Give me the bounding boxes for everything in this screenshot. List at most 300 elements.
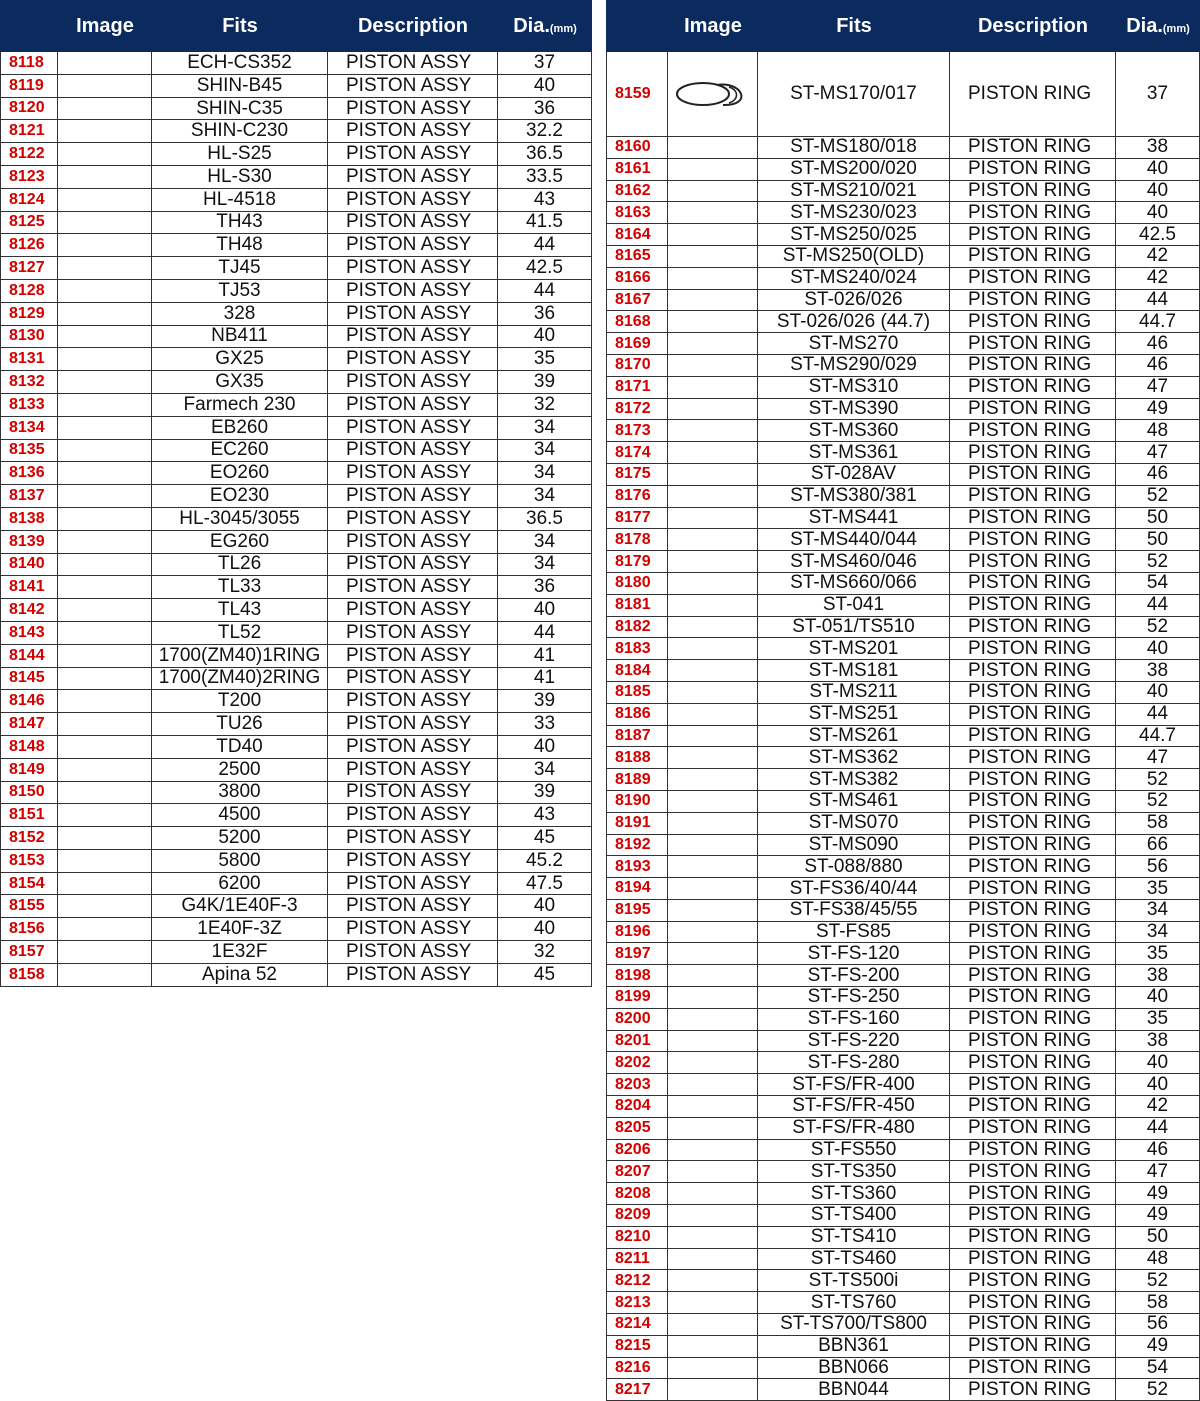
part-diameter: 52: [1116, 769, 1200, 790]
part-fits: ST-FS-250: [758, 987, 950, 1008]
table-row: [606, 1205, 1200, 1227]
part-image: [58, 645, 152, 667]
part-diameter: 44: [498, 280, 592, 302]
table-row: [0, 850, 592, 873]
part-diameter: 50: [1116, 1227, 1200, 1248]
part-image: [58, 462, 152, 484]
table-row: [0, 462, 592, 485]
part-code: 8129: [0, 303, 58, 325]
part-fits: ST-MS211: [758, 682, 950, 703]
part-fits: ST-MS170/017: [758, 52, 950, 136]
part-image: [58, 189, 152, 211]
part-code: 8163: [606, 202, 668, 223]
part-description: PISTON RING: [950, 1052, 1116, 1073]
part-description: PISTON RING: [950, 1379, 1116, 1400]
part-description: PISTON ASSY: [328, 371, 498, 393]
part-description: PISTON ASSY: [328, 827, 498, 849]
part-fits: ST-MS310: [758, 377, 950, 398]
part-code: 8186: [606, 704, 668, 725]
part-description: PISTON ASSY: [328, 873, 498, 895]
table-row: [0, 645, 592, 668]
part-description: PISTON ASSY: [328, 941, 498, 963]
part-description: PISTON RING: [950, 1074, 1116, 1095]
part-diameter: 40: [1116, 682, 1200, 703]
part-code: 8191: [606, 813, 668, 834]
part-fits: ST-FS36/40/44: [758, 878, 950, 899]
part-diameter: 49: [1116, 1336, 1200, 1357]
part-fits: HL-S25: [152, 143, 328, 165]
part-description: PISTON RING: [950, 813, 1116, 834]
part-description: PISTON RING: [950, 1031, 1116, 1052]
part-description: PISTON ASSY: [328, 120, 498, 142]
table-row: [606, 769, 1200, 791]
part-code: 8201: [606, 1031, 668, 1052]
part-description: PISTON ASSY: [328, 599, 498, 621]
part-image: [668, 1358, 758, 1379]
table-row: [606, 1118, 1200, 1140]
table-row: [606, 377, 1200, 399]
part-description: PISTON RING: [950, 1161, 1116, 1182]
part-image: [668, 987, 758, 1008]
part-code: 8147: [0, 713, 58, 735]
table-header: [606, 0, 1200, 52]
table-row: [606, 224, 1200, 246]
part-code: 8189: [606, 769, 668, 790]
table-row: [606, 856, 1200, 878]
table-row: [606, 813, 1200, 835]
part-fits: 5200: [152, 827, 328, 849]
part-code: 8135: [0, 440, 58, 462]
part-description: PISTON RING: [950, 573, 1116, 594]
part-fits: ST-FS/FR-480: [758, 1118, 950, 1139]
table-row: [606, 900, 1200, 922]
part-fits: EO230: [152, 485, 328, 507]
part-image: [668, 181, 758, 202]
part-image: [668, 1292, 758, 1313]
table-row: [0, 98, 592, 121]
table-row: [606, 638, 1200, 660]
part-image: [668, 1205, 758, 1226]
part-diameter: 49: [1116, 1183, 1200, 1204]
part-description: PISTON ASSY: [328, 690, 498, 712]
part-fits: ST-FS-200: [758, 965, 950, 986]
part-image: [58, 895, 152, 917]
part-diameter: 38: [1116, 660, 1200, 681]
table-row: [606, 311, 1200, 333]
table-row: [606, 682, 1200, 704]
part-diameter: 46: [1116, 464, 1200, 485]
part-image: [668, 1314, 758, 1335]
part-code: 8126: [0, 234, 58, 256]
part-code: 8142: [0, 599, 58, 621]
table-row: [606, 1358, 1200, 1380]
part-fits: ST-MS461: [758, 791, 950, 812]
table-row: [0, 668, 592, 691]
part-fits: ST-FS-160: [758, 1009, 950, 1030]
table-row: [606, 137, 1200, 159]
part-diameter: 44.7: [1116, 311, 1200, 332]
table-row: [0, 303, 592, 326]
part-diameter: 56: [1116, 1314, 1200, 1335]
part-image: [58, 531, 152, 553]
part-diameter: 42.5: [498, 257, 592, 279]
part-fits: ST-TS350: [758, 1161, 950, 1182]
part-image: [58, 166, 152, 188]
part-code: 8215: [606, 1336, 668, 1357]
part-image: [58, 234, 152, 256]
part-description: PISTON RING: [950, 1358, 1116, 1379]
part-fits: TU26: [152, 713, 328, 735]
table-row: [0, 348, 592, 371]
part-image: [668, 922, 758, 943]
part-diameter: 49: [1116, 399, 1200, 420]
part-diameter: 49: [1116, 1205, 1200, 1226]
part-diameter: 42: [1116, 268, 1200, 289]
part-diameter: 34: [1116, 900, 1200, 921]
part-diameter: 38: [1116, 965, 1200, 986]
part-diameter: 40: [1116, 987, 1200, 1008]
part-image: [668, 726, 758, 747]
part-description: PISTON RING: [950, 1270, 1116, 1291]
part-fits: TJ45: [152, 257, 328, 279]
part-code: 8162: [606, 181, 668, 202]
table-row: [0, 622, 592, 645]
part-description: PISTON ASSY: [328, 348, 498, 370]
part-description: PISTON RING: [950, 290, 1116, 311]
part-diameter: 44: [498, 622, 592, 644]
header-image: Image: [684, 14, 742, 37]
part-diameter: 43: [498, 189, 592, 211]
header-fits: Fits: [836, 14, 872, 37]
part-description: PISTON RING: [950, 1096, 1116, 1117]
part-image: [58, 964, 152, 986]
part-description: PISTON RING: [950, 747, 1116, 768]
part-code: 8208: [606, 1183, 668, 1204]
part-description: PISTON RING: [950, 769, 1116, 790]
part-description: PISTON RING: [950, 246, 1116, 267]
part-fits: TH48: [152, 234, 328, 256]
header-dia: [1116, 15, 1200, 38]
part-code: 8174: [606, 442, 668, 463]
part-description: PISTON RING: [950, 464, 1116, 485]
part-code: 8128: [0, 280, 58, 302]
part-fits: ST-MS210/021: [758, 181, 950, 202]
part-diameter: 35: [1116, 943, 1200, 964]
table-row: [606, 660, 1200, 682]
part-image: [668, 355, 758, 376]
table-row: [0, 440, 592, 463]
part-code: 8164: [606, 224, 668, 245]
part-description: PISTON ASSY: [328, 645, 498, 667]
part-image: [58, 736, 152, 758]
part-fits: ST-TS760: [758, 1292, 950, 1313]
table-row: [606, 551, 1200, 573]
part-diameter: 39: [498, 782, 592, 804]
part-description: PISTON RING: [950, 726, 1116, 747]
part-code: 8210: [606, 1227, 668, 1248]
part-description: PISTON RING: [950, 159, 1116, 180]
part-fits: Farmech 230: [152, 394, 328, 416]
part-code: 8159: [606, 52, 668, 136]
part-fits: ST-MS181: [758, 660, 950, 681]
part-diameter: 32.2: [498, 120, 592, 142]
part-description: PISTON ASSY: [328, 462, 498, 484]
part-description: PISTON RING: [950, 682, 1116, 703]
part-code: 8217: [606, 1379, 668, 1400]
part-fits: ST-MS361: [758, 442, 950, 463]
part-fits: ST-TS360: [758, 1183, 950, 1204]
part-description: PISTON RING: [950, 965, 1116, 986]
part-image: [668, 617, 758, 638]
part-image: [58, 827, 152, 849]
part-diameter: 47.5: [498, 873, 592, 895]
header-image: Image: [76, 14, 134, 37]
part-diameter: 39: [498, 371, 592, 393]
part-fits: ST-MS290/029: [758, 355, 950, 376]
part-fits: TH43: [152, 212, 328, 234]
table-row: [606, 508, 1200, 530]
part-code: 8197: [606, 943, 668, 964]
part-description: PISTON RING: [950, 1183, 1116, 1204]
table-row: [0, 52, 592, 75]
part-code: 8169: [606, 333, 668, 354]
part-code: 8119: [0, 75, 58, 97]
part-diameter: 48: [1116, 1249, 1200, 1270]
part-description: PISTON ASSY: [328, 166, 498, 188]
table-row: [606, 595, 1200, 617]
part-diameter: 34: [498, 759, 592, 781]
part-fits: TL33: [152, 576, 328, 598]
part-image: [668, 1227, 758, 1248]
part-image: [58, 622, 152, 644]
table-row: [0, 804, 592, 827]
part-diameter: 52: [1116, 1379, 1200, 1400]
part-code: 8165: [606, 246, 668, 267]
part-description: PISTON RING: [950, 878, 1116, 899]
table-row: [606, 1183, 1200, 1205]
part-diameter: 40: [498, 918, 592, 940]
part-code: 8177: [606, 508, 668, 529]
part-description: PISTON RING: [950, 508, 1116, 529]
part-diameter: 34: [498, 531, 592, 553]
part-diameter: 42: [1116, 1096, 1200, 1117]
part-diameter: 36.5: [498, 143, 592, 165]
part-description: PISTON RING: [950, 333, 1116, 354]
table-row: [606, 1074, 1200, 1096]
part-description: PISTON ASSY: [328, 257, 498, 279]
part-diameter: 52: [1116, 486, 1200, 507]
table-row: [606, 399, 1200, 421]
header-dia-unit: (mm): [1162, 22, 1190, 35]
part-fits: ST-MS261: [758, 726, 950, 747]
part-fits: ST-TS400: [758, 1205, 950, 1226]
part-fits: EO260: [152, 462, 328, 484]
part-code: 8120: [0, 98, 58, 120]
part-code: 8214: [606, 1314, 668, 1335]
part-diameter: 33: [498, 713, 592, 735]
part-code: 8196: [606, 922, 668, 943]
table-row: [0, 417, 592, 440]
table-row: [606, 290, 1200, 312]
part-description: PISTON ASSY: [328, 508, 498, 530]
part-diameter: 34: [498, 440, 592, 462]
table-body: [606, 52, 1200, 1401]
part-fits: ST-041: [758, 595, 950, 616]
part-image: [668, 529, 758, 550]
part-diameter: 40: [1116, 1074, 1200, 1095]
part-description: PISTON ASSY: [328, 668, 498, 690]
part-code: 8183: [606, 638, 668, 659]
part-fits: ST-MS180/018: [758, 137, 950, 158]
part-fits: ST-MS380/381: [758, 486, 950, 507]
part-image: [668, 52, 758, 136]
table-row: [0, 257, 592, 280]
part-description: PISTON RING: [950, 987, 1116, 1008]
table-row: [0, 964, 592, 987]
part-diameter: 40: [498, 326, 592, 348]
part-fits: ST-MS240/024: [758, 268, 950, 289]
table-row: [0, 212, 592, 235]
part-description: PISTON ASSY: [328, 143, 498, 165]
part-description: PISTON RING: [950, 377, 1116, 398]
part-code: 8122: [0, 143, 58, 165]
part-description: PISTON ASSY: [328, 303, 498, 325]
header-dia-label: Dia.: [1126, 14, 1163, 37]
part-description: PISTON RING: [950, 202, 1116, 223]
part-description: PISTON ASSY: [328, 98, 498, 120]
part-image: [58, 668, 152, 690]
part-diameter: 40: [1116, 638, 1200, 659]
part-description: PISTON RING: [950, 791, 1116, 812]
part-image: [58, 280, 152, 302]
part-fits: ST-FS/FR-450: [758, 1096, 950, 1117]
part-image: [668, 399, 758, 420]
part-image: [58, 417, 152, 439]
part-description: PISTON RING: [950, 399, 1116, 420]
part-image: [58, 212, 152, 234]
part-fits: SHIN-C230: [152, 120, 328, 142]
part-fits: ST-FS-120: [758, 943, 950, 964]
part-description: PISTON RING: [950, 1009, 1116, 1030]
part-code: 8184: [606, 660, 668, 681]
part-image: [668, 747, 758, 768]
part-code: 8160: [606, 137, 668, 158]
part-code: 8146: [0, 690, 58, 712]
part-code: 8181: [606, 595, 668, 616]
part-fits: SHIN-C35: [152, 98, 328, 120]
table-row: [606, 355, 1200, 377]
part-code: 8127: [0, 257, 58, 279]
part-diameter: 43: [498, 804, 592, 826]
part-code: 8145: [0, 668, 58, 690]
part-code: 8176: [606, 486, 668, 507]
part-fits: HL-S30: [152, 166, 328, 188]
part-description: PISTON ASSY: [328, 576, 498, 598]
part-image: [668, 508, 758, 529]
part-code: 8206: [606, 1140, 668, 1161]
part-fits: ST-FS38/45/55: [758, 900, 950, 921]
part-description: PISTON ASSY: [328, 280, 498, 302]
part-code: 8202: [606, 1052, 668, 1073]
part-diameter: 50: [1116, 508, 1200, 529]
part-image: [58, 98, 152, 120]
header-dia: [498, 15, 592, 38]
part-image: [58, 508, 152, 530]
part-image: [668, 1379, 758, 1400]
part-description: PISTON RING: [950, 595, 1116, 616]
part-image: [58, 804, 152, 826]
part-fits: TL26: [152, 554, 328, 576]
part-diameter: 38: [1116, 137, 1200, 158]
table-row: [0, 576, 592, 599]
table-row: [0, 827, 592, 850]
table-row: [606, 202, 1200, 224]
part-code: 8194: [606, 878, 668, 899]
part-fits: ST-028AV: [758, 464, 950, 485]
part-code: 8199: [606, 987, 668, 1008]
table-row: [606, 726, 1200, 748]
part-description: PISTON RING: [950, 943, 1116, 964]
part-code: 8205: [606, 1118, 668, 1139]
part-fits: TL43: [152, 599, 328, 621]
table-row: [0, 713, 592, 736]
part-fits: GX35: [152, 371, 328, 393]
table-row: [0, 941, 592, 964]
part-image: [58, 690, 152, 712]
table-header: [0, 0, 592, 52]
part-code: 8185: [606, 682, 668, 703]
part-diameter: 33.5: [498, 166, 592, 188]
part-code: 8172: [606, 399, 668, 420]
part-fits: Apina 52: [152, 964, 328, 986]
part-code: 8182: [606, 617, 668, 638]
part-image: [668, 1031, 758, 1052]
part-code: 8134: [0, 417, 58, 439]
part-description: PISTON ASSY: [328, 212, 498, 234]
part-code: 8155: [0, 895, 58, 917]
part-code: 8124: [0, 189, 58, 211]
part-fits: ST-MS270: [758, 333, 950, 354]
part-code: 8166: [606, 268, 668, 289]
part-description: PISTON ASSY: [328, 326, 498, 348]
part-diameter: 36: [498, 303, 592, 325]
part-diameter: 56: [1116, 856, 1200, 877]
part-diameter: 46: [1116, 355, 1200, 376]
part-description: PISTON ASSY: [328, 440, 498, 462]
table-row: [606, 1031, 1200, 1053]
part-image: [668, 1161, 758, 1182]
part-description: PISTON RING: [950, 1205, 1116, 1226]
part-code: 8190: [606, 791, 668, 812]
part-diameter: 44: [1116, 290, 1200, 311]
part-description: PISTON ASSY: [328, 234, 498, 256]
part-image: [58, 918, 152, 940]
table-row: [606, 246, 1200, 268]
part-fits: BBN044: [758, 1379, 950, 1400]
table-row: [0, 326, 592, 349]
part-description: PISTON RING: [950, 1118, 1116, 1139]
part-description: PISTON RING: [950, 1227, 1116, 1248]
part-fits: EB260: [152, 417, 328, 439]
part-image: [668, 246, 758, 267]
part-diameter: 58: [1116, 813, 1200, 834]
part-diameter: 40: [1116, 202, 1200, 223]
table-row: [606, 943, 1200, 965]
header-dia-unit: (mm): [549, 22, 577, 35]
part-image: [58, 485, 152, 507]
part-fits: ST-FS-280: [758, 1052, 950, 1073]
part-description: PISTON ASSY: [328, 417, 498, 439]
